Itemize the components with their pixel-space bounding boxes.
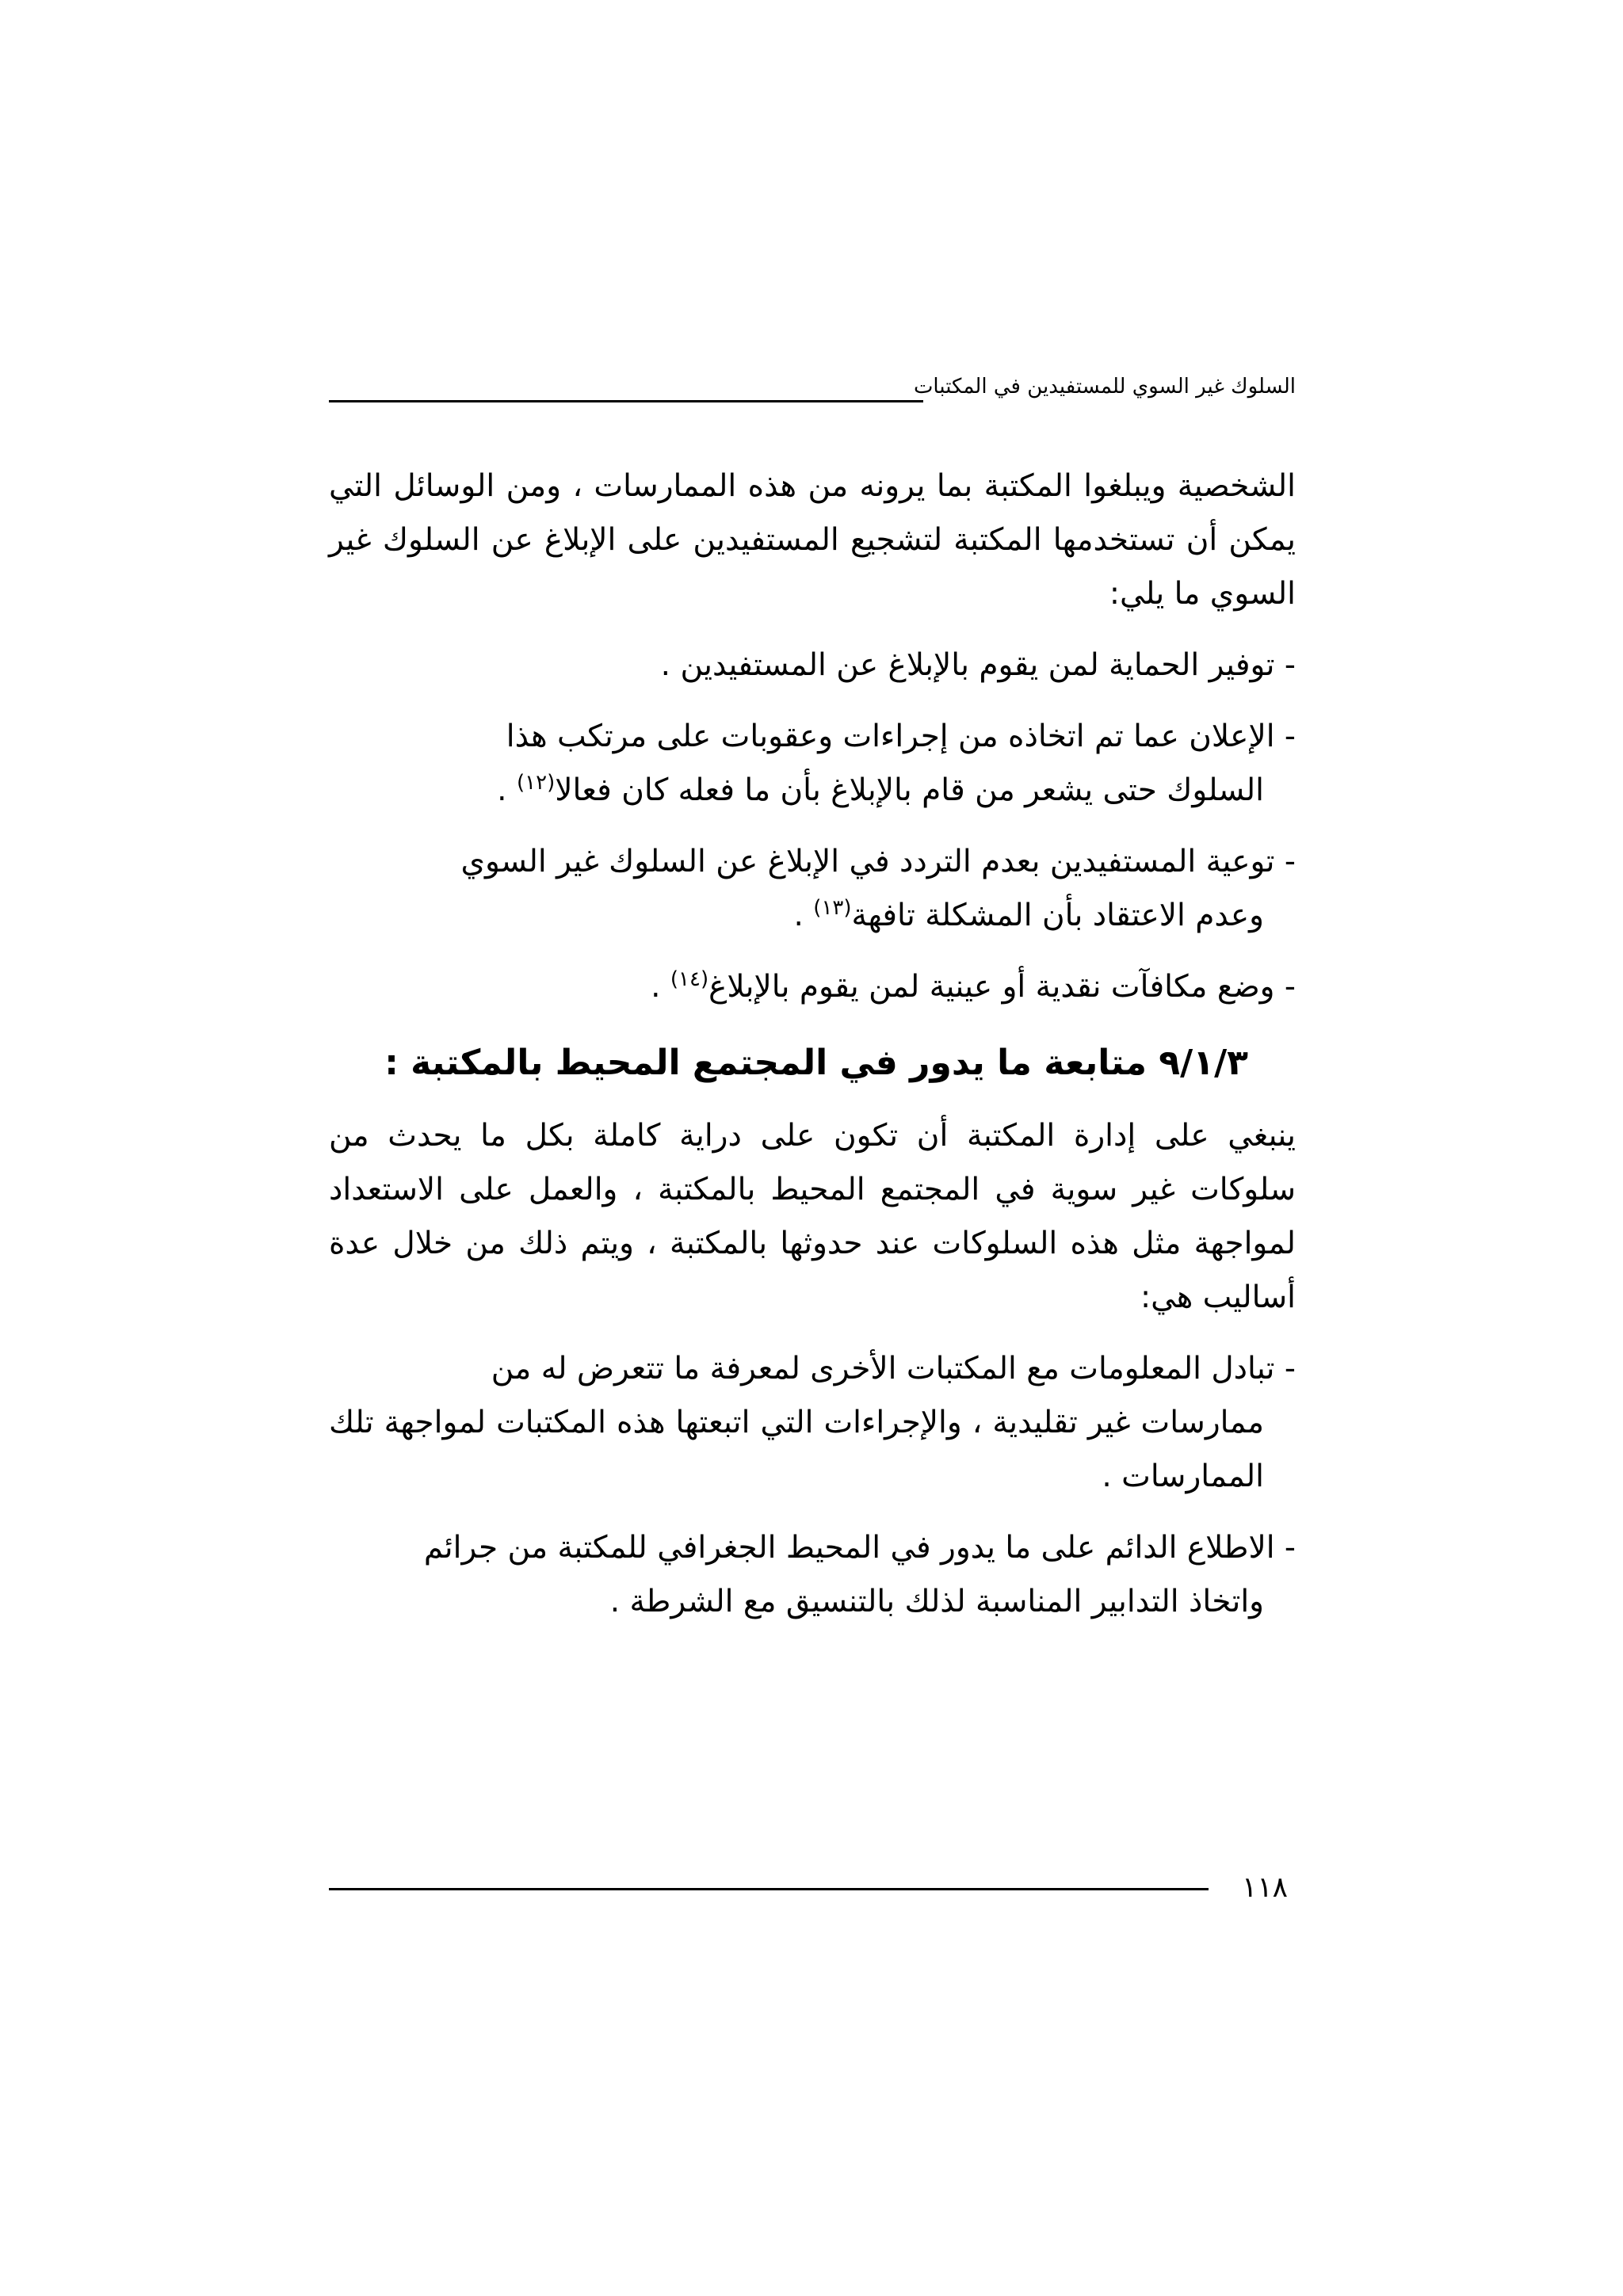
list-item-continuation: ممارسات غير تقليدية ، والإجراءات التي اتبعتها هذه المكتبات لمواجهة تلك الممارسات .	[329, 1405, 1264, 1494]
list-item	[329, 835, 1296, 943]
list-item-text: - توعية المستفيدين بعدم التردد في الإبلاغ عن السلوك غير السوي	[460, 844, 1296, 879]
methods-list	[329, 1342, 1296, 1629]
list-item-text: - تبادل المعلومات مع المكتبات الأخرى لمعرفة ما تتعرض له من	[491, 1351, 1296, 1386]
list-item	[329, 1521, 1296, 1629]
list-item-tail: .	[793, 898, 814, 933]
reporting-methods-list	[329, 639, 1296, 1014]
header-rule	[329, 400, 923, 402]
footnote-ref: (١٤)	[670, 967, 709, 991]
list-item-text: - وضع مكافآت نقدية أو عينية لمن يقوم بالإبلاغ	[708, 969, 1296, 1005]
list-item-continuation	[329, 889, 1296, 943]
page-body	[329, 460, 1296, 1646]
footer-rule	[329, 1888, 1209, 1890]
list-item	[329, 1342, 1296, 1504]
list-item-continuation: واتخاذ التدابير المناسبة لذلك بالتنسيق مع الشرطة .	[609, 1584, 1264, 1619]
running-header-title: السلوك غير السوي للمستفيدين في المكتبات	[913, 375, 1296, 399]
list-item-text-cont: وعدم الاعتقاد بأن المشكلة تافهة	[851, 898, 1264, 933]
list-item	[329, 960, 1296, 1014]
footnote-ref: (١٢)	[516, 771, 556, 795]
page-number: ١١٨	[1241, 1871, 1288, 1904]
list-item-text: - الإعلان عما تم اتخاذه من إجراءات وعقوبات على مرتكب هذا	[506, 719, 1296, 754]
list-item-text: - الاطلاع الدائم على ما يدور في المحيط الجغرافي للمكتبة من جرائم	[423, 1530, 1296, 1566]
running-header	[329, 372, 1296, 404]
list-item	[329, 639, 1296, 692]
list-item-tail: .	[651, 969, 670, 1005]
footnote-ref: (١٣)	[813, 896, 852, 920]
page-footer	[329, 1866, 1296, 1905]
section-paragraph: ينبغي على إدارة المكتبة أن تكون على دراية كاملة بكل ما يحدث من سلوكات غير سوية في المجتمع المحيط بالمكتبة ، والعمل على الاستعداد لمواجهة مثل هذه السلوكات عند حدوثها بالمكتبة ، ويتم ذلك من خلال عدة أساليب هي:	[329, 1118, 1296, 1315]
list-item-text-cont: السلوك حتى يشعر من قام بالإبلاغ بأن ما فعله كان فعالا	[555, 772, 1264, 808]
list-item-text: - توفير الحماية لمن يقوم بالإبلاغ عن المستفيدين .	[660, 647, 1296, 683]
list-item-tail: .	[497, 772, 517, 808]
section-heading: ٩/١/٣ متابعة ما يدور في المجتمع المحيط بالمكتبة :	[384, 1043, 1248, 1083]
list-item-continuation	[329, 764, 1296, 818]
list-item	[329, 710, 1296, 818]
intro-paragraph: الشخصية ويبلغوا المكتبة بما يرونه من هذه الممارسات ، ومن الوسائل التي يمكن أن تستخدمها المكتبة لتشجيع المستفيدين على الإبلاغ عن السلوك غير السوي ما يلي:	[329, 468, 1296, 612]
